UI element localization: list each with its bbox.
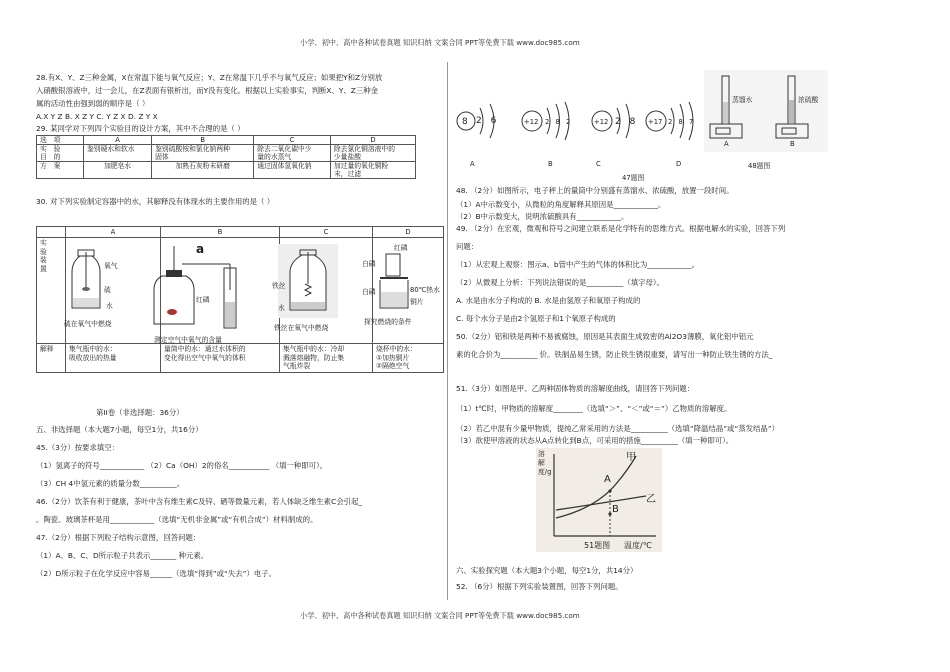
apparatus-b-diagram bbox=[150, 246, 260, 332]
q29-title: 29. 某同学对下列四个实验目的设计方案，其中不合理的是（ ） bbox=[36, 124, 245, 133]
page-header: 小学、初中、高中各种试卷真题 知识归纳 文案合同 PPT等免费下载 www.doc985.com bbox=[300, 38, 580, 47]
q50-line1: 50.（2分）铝和铁是两种不易被腐蚀，原因是其表面生成致密的Al2O3薄膜，氧化铝中铝元 bbox=[456, 332, 754, 341]
jar-a-diagram bbox=[66, 246, 136, 316]
fig47-caption: 47题图 bbox=[622, 174, 645, 182]
graph-label-b: B bbox=[612, 504, 619, 515]
q49-options-ab: A. 水是由水分子构成的 B. 水是由氢原子和氧原子构成的 bbox=[456, 296, 641, 305]
fig47-label-c: C bbox=[596, 160, 601, 168]
q29-table bbox=[36, 135, 416, 179]
q29-h0: 选 项 bbox=[37, 136, 84, 145]
graph-label-yi: 乙 bbox=[646, 494, 656, 505]
q51-part1: （1）t℃时，甲物质的溶解度________（选填“＞”、“＜”或“＝”）乙物质的溶解度。 bbox=[456, 404, 732, 413]
fig47-label-b: B bbox=[548, 160, 553, 168]
q29-r1c3: 除去二氧化碳中少 量的水蒸气 bbox=[254, 145, 331, 162]
q28-line2: 入硝酸银溶液中，过一会儿，在Z表面有银析出，而Y没有变化。根据以上实验事实，判断X、Y、Z三种金 bbox=[36, 86, 379, 95]
jar-a-caption: 硫在氧气中燃烧 bbox=[64, 320, 112, 328]
q48-part1: （1）A中示数变小，从微粒的角度解释其原因是____________。 bbox=[456, 200, 666, 209]
q51-part3: （3）欲使甲溶液的状态从A点转化到B点，可采用的措施__________（填一种即可）。 bbox=[456, 436, 734, 445]
atom-d-nucleus: +17 bbox=[648, 118, 663, 126]
section5-title: 五、非选择题（本大题7小题，每空1分，共16分） bbox=[36, 425, 203, 434]
beaker-d-caption: 探究燃烧的条件 bbox=[364, 318, 412, 326]
q30-h4: D bbox=[373, 227, 444, 238]
q29-r2c0: 方 案 bbox=[37, 162, 84, 179]
fig48-label-acid: 浓硫酸 bbox=[798, 96, 819, 104]
atom-b-nucleus: +12 bbox=[524, 118, 539, 126]
section6-title: 六、实验探究题（本大题3个小题，每空1分，共14分） bbox=[456, 566, 638, 575]
q46-line1: 46.（2分）饮茶有利于健康，茶叶中含有维生素C及锌、硒等微量元素，若人体缺乏维生素C会引起_ bbox=[36, 497, 363, 506]
fig47-label-d: D bbox=[676, 160, 682, 168]
q49-line2: 问题： bbox=[456, 242, 479, 251]
q30-exp-a: 集气瓶中的水： 吸收放出的热量 bbox=[66, 344, 161, 372]
graph-label-a: A bbox=[604, 474, 611, 485]
q30-exp-b: 量筒中的水：通过水体积的 变化得出空气中氧气的体积 bbox=[161, 344, 280, 372]
q29-r1c2: 鉴别硫酸铵和氯化钠两种 固体 bbox=[152, 145, 254, 162]
q29-r2c4: 加过量的氧化铜粉 末，过滤 bbox=[330, 162, 415, 179]
fig48-label-b: B bbox=[790, 140, 795, 148]
beaker-d-label-hotwater: 80℃热水 bbox=[410, 286, 440, 294]
atom-c-nucleus: +12 bbox=[594, 118, 609, 126]
q48-title: 48. （2分）如图所示，电子秤上的量筒中分别盛有蒸馏水、浓硫酸，放置一段时间。 bbox=[456, 186, 734, 195]
q29-row-plan bbox=[37, 162, 416, 179]
q30-title: 30. 对下列实验制定容器中的水，其解释没有体现水的主要作用的是（ ） bbox=[36, 197, 275, 206]
q30-row-explain bbox=[37, 344, 444, 372]
q29-r2c3: 通过固体氢氧化钠 bbox=[254, 162, 331, 179]
beaker-d-label-whitep2: 白磷 bbox=[362, 288, 376, 296]
q30-h2: B bbox=[161, 227, 280, 238]
jar-c-caption: 铁丝在氧气中燃烧 bbox=[274, 324, 329, 332]
q46-line2: 。陶瓷、玻璃茶杯是用____________（选填“无机非金属”或“有机合成”）材料制成的。 bbox=[36, 515, 318, 524]
q49-part2: （2）从微观上分析：下列说法错误的是__________（填字母）。 bbox=[456, 278, 664, 287]
q29-r2c2: 加熟石灰粉末研磨 bbox=[152, 162, 254, 179]
q28-line3: 属的活动性由强到弱的顺序是（ ） bbox=[36, 99, 150, 108]
q30-h3: C bbox=[280, 227, 373, 238]
q29-r1c4: 除去氯化铜溶液中的 少量盐酸 bbox=[330, 145, 415, 162]
q30-explain-label: 解释 bbox=[37, 344, 66, 372]
q28-options: A.X Y Z B. X Z Y C. Y Z X D. Z Y X bbox=[36, 112, 158, 121]
q50-line2: 素的化合价为__________ 价。铁制品易生锈，防止铁生锈很重要，请写出一种防止铁生锈的方法_ bbox=[456, 350, 773, 359]
q30-header-row bbox=[37, 227, 444, 238]
q48-part2: （2）B中示数变大，说明浓硫酸具有____________。 bbox=[456, 212, 629, 221]
beaker-d-label-copper: 铜片 bbox=[410, 298, 424, 306]
q47-title: 47.（2分）根据下列粒子结构示意图，回答问题： bbox=[36, 533, 201, 542]
q28-line1: 28.有X、Y、Z三种金属，X在常温下能与氧气反应；Y、Z在常温下几乎不与氧气反应；如果把Y和Z分别放 bbox=[36, 73, 383, 82]
q30-h0 bbox=[37, 227, 66, 238]
jar-a-label-oxygen: 氧气 bbox=[104, 262, 118, 270]
graph-ylabel: 溶解度/g bbox=[538, 450, 552, 476]
q45-title: 45.（3分）按要求填空： bbox=[36, 443, 119, 452]
jar-c-diagram bbox=[278, 244, 338, 318]
atom-a-shells: 2 6 bbox=[476, 116, 500, 126]
q30-apparatus-label: 实 验 装 置 bbox=[37, 238, 66, 344]
q29-r1c1: 鉴别硬水和软水 bbox=[84, 145, 152, 162]
beaker-d-label-redp: 红磷 bbox=[394, 244, 408, 252]
graph-label-jia: 甲 bbox=[626, 452, 636, 463]
q29-row-purpose bbox=[37, 145, 416, 162]
jar-c-label-water: 水 bbox=[278, 304, 285, 312]
apparatus-b-caption: 测定空气中氧气的含量 bbox=[154, 336, 222, 344]
q29-r1c0: 实 验 目 的 bbox=[37, 145, 84, 162]
atom-a-nucleus: 8 bbox=[462, 117, 468, 127]
q47-part1: （1）A、B、C、D所示粒子共表示_______ 种元素。 bbox=[36, 551, 209, 560]
apparatus-b-label-a: a bbox=[196, 242, 205, 256]
graph-xlabel: 温度/℃ bbox=[624, 541, 652, 550]
q29-r2c1: 加肥皂水 bbox=[84, 162, 152, 179]
part2-title: 第II卷（非选择题：36分） bbox=[96, 408, 184, 417]
jar-a-label-water: 水 bbox=[106, 302, 113, 310]
jar-a-label-sulfur: 硫 bbox=[104, 286, 111, 294]
column-divider bbox=[447, 62, 448, 600]
q49-part1: （1）从宏观上观察：图示a、b管中产生的气体的体积比为____________。 bbox=[456, 260, 700, 269]
q49-line1: 49. （2分）在宏观，微观和符号之间建立联系是化学特有的思维方式。根据电解水的实验，回答下列 bbox=[456, 224, 786, 233]
beaker-d-label-whitep1: 白磷 bbox=[362, 260, 376, 268]
q30-h1: A bbox=[66, 227, 161, 238]
fig48-label-water: 蒸馏水 bbox=[732, 96, 753, 104]
beaker-d-diagram bbox=[372, 246, 442, 314]
q49-option-c: C. 每个水分子是由2个氢原子和1个氧原子构成的 bbox=[456, 314, 616, 323]
apparatus-b-label-redp: 红磷 bbox=[196, 296, 210, 304]
q29-h1: A bbox=[84, 136, 152, 145]
q51-title: 51.（3分）如图是甲、乙两种固体物质的溶解度曲线，请回答下列问题： bbox=[456, 384, 695, 393]
q47-part2: （2）D所示粒子在化学反应中容易______（选填“得到”或“失去”）电子。 bbox=[36, 569, 277, 578]
atom-c-shells: 2 8 bbox=[615, 117, 639, 127]
atom-b-shells: 2 8 2 bbox=[545, 118, 573, 126]
atom-d-shells: 2 8 7 bbox=[668, 118, 696, 126]
q29-header-row bbox=[37, 136, 416, 145]
q29-h4: D bbox=[330, 136, 415, 145]
fig47-label-a: A bbox=[470, 160, 475, 168]
fig48-label-a: A bbox=[724, 140, 729, 148]
q52-title: 52. （6分）根据下列实验装置图，回答下列问题。 bbox=[456, 582, 623, 591]
q51-part2: （2）若乙中混有少量甲物质，提纯乙常采用的方法是__________（选填“降温结晶”或“蒸发结晶”） bbox=[456, 424, 780, 433]
q45-part3: （3）CH 4中氢元素的质量分数__________。 bbox=[36, 479, 185, 488]
fig48-caption: 48题图 bbox=[748, 162, 771, 170]
q29-h2: B bbox=[152, 136, 254, 145]
solubility-graph bbox=[536, 448, 662, 552]
fig48-scales-diagram bbox=[704, 70, 828, 152]
q30-exp-c: 集气瓶中的水：冷却 溅落熔融物，防止集 气瓶炸裂 bbox=[280, 344, 373, 372]
page-footer: 小学、初中、高中各种试卷真题 知识归纳 文案合同 PPT等免费下载 www.doc985.com bbox=[300, 611, 580, 620]
q30-exp-d: 烧杯中的水： ①加热铜片 ②隔绝空气 bbox=[373, 344, 444, 372]
graph-caption: 51题图 bbox=[584, 541, 611, 550]
q45-part1: （1）氢离子的符号____________ （2）Ca（OH）2的俗名___________ （填一种即可）。 bbox=[36, 461, 328, 470]
q29-h3: C bbox=[254, 136, 331, 145]
jar-c-label-wire: 铁丝 bbox=[272, 282, 286, 290]
